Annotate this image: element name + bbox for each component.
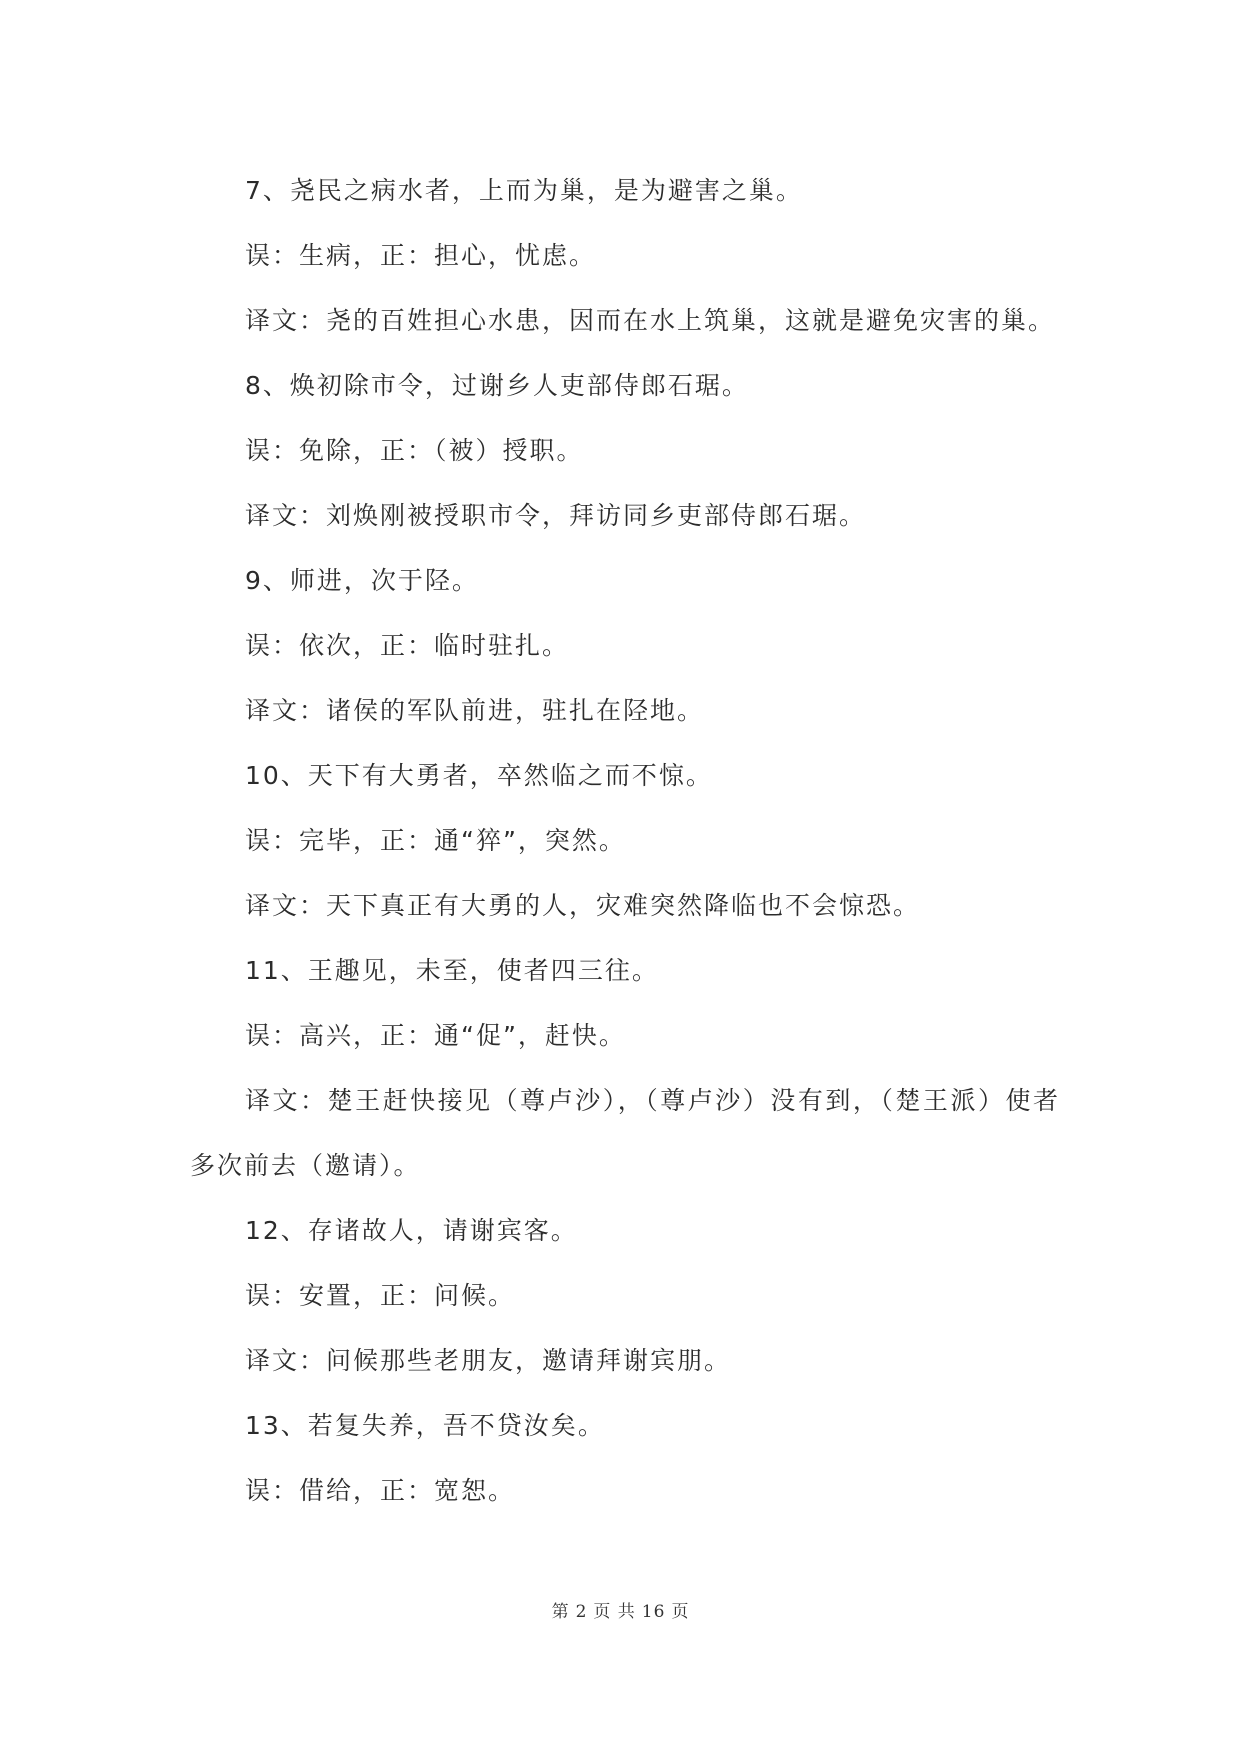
footer-suffix: 页 [671,1602,690,1622]
paragraph: 误：高兴，正：通“促”，赶快。 [245,1021,626,1050]
page-footer [0,1597,1241,1622]
document-body [190,158,1060,1523]
paragraph: 11、王趣见，未至，使者四三往。 [245,956,659,985]
paragraph: 误：借给，正：宽恕。 [245,1476,516,1505]
footer-prefix: 第 [551,1602,570,1622]
paragraph: 译文：诸侯的军队前进，驻扎在陉地。 [245,696,705,725]
paragraph: 10、天下有大勇者，卒然临之而不惊。 [245,761,713,790]
paragraph: 12、存诸故人，请谢宾客。 [245,1216,578,1245]
footer-page-number: 2 [575,1602,588,1622]
paragraph: 译文：楚王赶快接见（尊卢沙），（尊卢沙）没有到，（楚王派）使者多次前去（邀请）。 [190,1086,1060,1180]
footer-middle: 页 共 [593,1602,636,1622]
paragraph: 13、若复失养，吾不贷汝矣。 [245,1411,605,1440]
paragraph: 译文：问候那些老朋友，邀请拜谢宾朋。 [245,1346,732,1375]
paragraph: 译文：尧的百姓担心水患，因而在水上筑巢，这就是避免灾害的巢。 [245,306,1056,335]
footer-total-pages: 16 [641,1602,666,1622]
paragraph: 误：免除，正：（被）授职。 [245,436,584,465]
paragraph: 误：生病，正：担心，忧虑。 [245,241,597,270]
paragraph: 误：依次，正：临时驻扎。 [245,631,570,660]
paragraph: 译文：天下真正有大勇的人，灾难突然降临也不会惊恐。 [245,891,921,920]
paragraph: 误：完毕，正：通“猝”，突然。 [245,826,626,855]
paragraph: 9、师进，次于陉。 [245,566,479,595]
paragraph: 误：安置，正：问候。 [245,1281,516,1310]
paragraph: 8、焕初除市令，过谢乡人吏部侍郎石琚。 [245,371,749,400]
paragraph: 译文：刘焕刚被授职市令，拜访同乡吏部侍郎石琚。 [245,501,867,530]
paragraph: 7、尧民之病水者，上而为巢，是为避害之巢。 [245,176,803,205]
